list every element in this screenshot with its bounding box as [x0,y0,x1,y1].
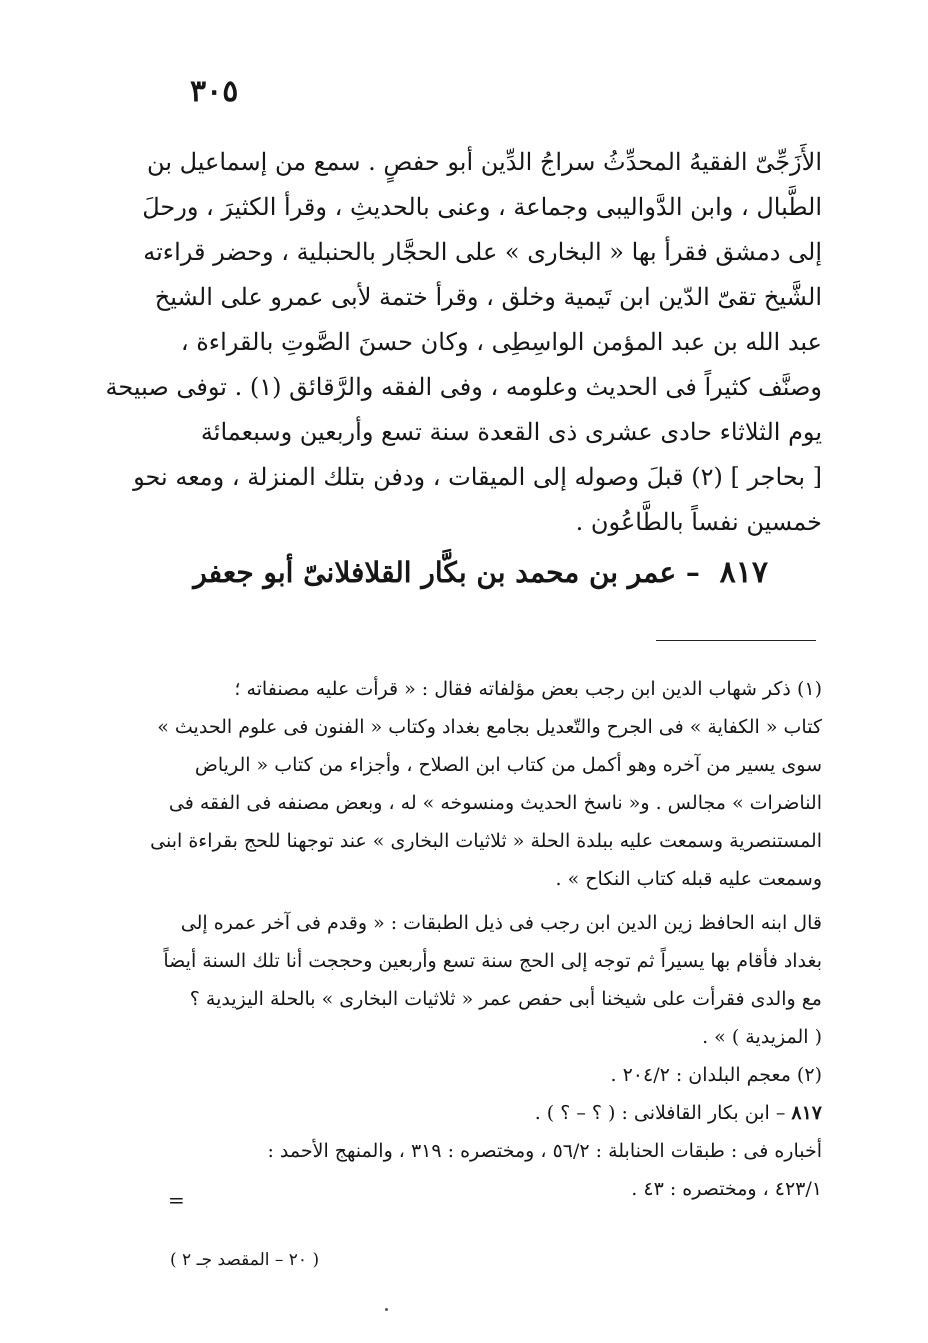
footnote-divider [656,640,816,641]
footnotes-block [150,670,822,1208]
footnote-entry-number: ٨١٧ [791,1102,822,1124]
main-text-line: وصنَّف كثيراً فى الحديث وعلومه ، وفى الفقه والرَّقائق (١) . توفى صبيحة [105,373,822,401]
footnote-line: بغداد فأقام بها يسيراً ثم توجه إلى الحج سنة تسع وأربعين وحججت أنا تلك السنة أيضاً [163,950,822,972]
scan-speck [385,1308,388,1311]
footnote-line: مع والدى فقرأت على شيخنا أبى حفص عمر « ثلاثيات البخارى » بالحلة اليزيدية ؟ [189,988,822,1010]
footnote-line: وسمعت عليه قبله كتاب النكاح » . [555,868,822,890]
footnote-sources-line: أخباره فى : طبقات الحنابلة : ٥٦/٢ ، ومختصره : ٣١٩ ، والمنهج الأحمد : [267,1140,822,1162]
printer-signature: ( ٢٠ – المقصد جـ ٢ ) [170,1250,320,1270]
main-text-line: خمسين نفساً بالطَّاعُون . [575,508,822,536]
footnote-line: الناضرات » مجالس . و« ناسخ الحديث ومنسوخه » له ، وبعض مصنفه فى الفقه فى [168,792,822,814]
entry-separator: – [685,556,700,589]
entry-number: ٨١٧ [719,555,768,590]
footnote-entry-text: – ابن بكار القافلانى : ( ؟ – ؟ ) . [534,1102,786,1124]
main-text-line: إلى دمشق فقرأ بها « البخارى » على الحجَّار بالحنبلية ، وحضر قراءته [143,238,822,266]
main-text-block [105,140,822,545]
main-text-line: يوم الثلاثاء حادى عشرى ذى القعدة سنة تسع وأربعين وسبعمائة [200,418,822,446]
footnote-line: المستنصرية وسمعت عليه ببلدة الحلة « ثلاثيات البخارى » عند توجهنا للحج بقراءة ابنى [150,830,822,852]
footnote-entry [150,1094,822,1132]
main-text-line: عبد الله بن عبد المؤمن الواسِطِى ، وكان حسنَ الصَّوتِ بالقراءة ، [180,328,822,356]
main-text-line: الطَّبال ، وابن الدَّواليبى وجماعة ، وعنى بالحديثِ ، وقرأ الكثيرَ ، ورحلَ [142,193,822,221]
footnote-2: (٢) معجم البلدان : ٢٠٤/٢ . [610,1064,822,1086]
footnote-sources-line: ٤٢٣/١ ، ومختصره : ٤٣ . [631,1178,822,1200]
footnote-line: قال ابنه الحافظ زين الدين ابن رجب فى ذيل الطبقات : « وقدم فى آخر عمره إلى [180,912,822,934]
entry-title: عمر بن محمد بن بكَّار القلافلانىّ أبو جعفر [193,556,677,589]
continuation-mark: = [168,1188,185,1212]
footnote-line: سوى يسير من آخره وهو أكمل من كتاب ابن الصلاح ، وأجزاء من كتاب « الرياض [194,754,822,776]
footnote-line: (١) ذكر شهاب الدين ابن رجب بعض مؤلفاته فقال : « قرأت عليه مصنفاته ؛ [234,678,822,700]
main-text-line: [ بحاجر ] (٢) قبلَ وصوله إلى الميقات ، ودفن بتلك المنزلة ، ومعه نحو [133,463,822,491]
footnote-line: ( المزيدية ) » . [702,1026,822,1048]
main-text-line: الشَّيخ تقىّ الدّين ابن تَيمية وخلق ، وقرأ ختمة لأبى عمرو على الشيخ [154,283,822,311]
page-number: ٣٠٥ [190,74,239,109]
entry-heading [193,555,768,590]
footnote-line: كتاب « الكفاية » فى الجرح والتّعديل بجامع بغداد وكتاب « الفنون فى علوم الحديث » [157,716,822,738]
main-text-line: الأَزَجِّىّ الفقيهُ المحدِّثُ سراجُ الدِّين أبو حفصٍ . سمع من إسماعيل بن [147,148,822,176]
